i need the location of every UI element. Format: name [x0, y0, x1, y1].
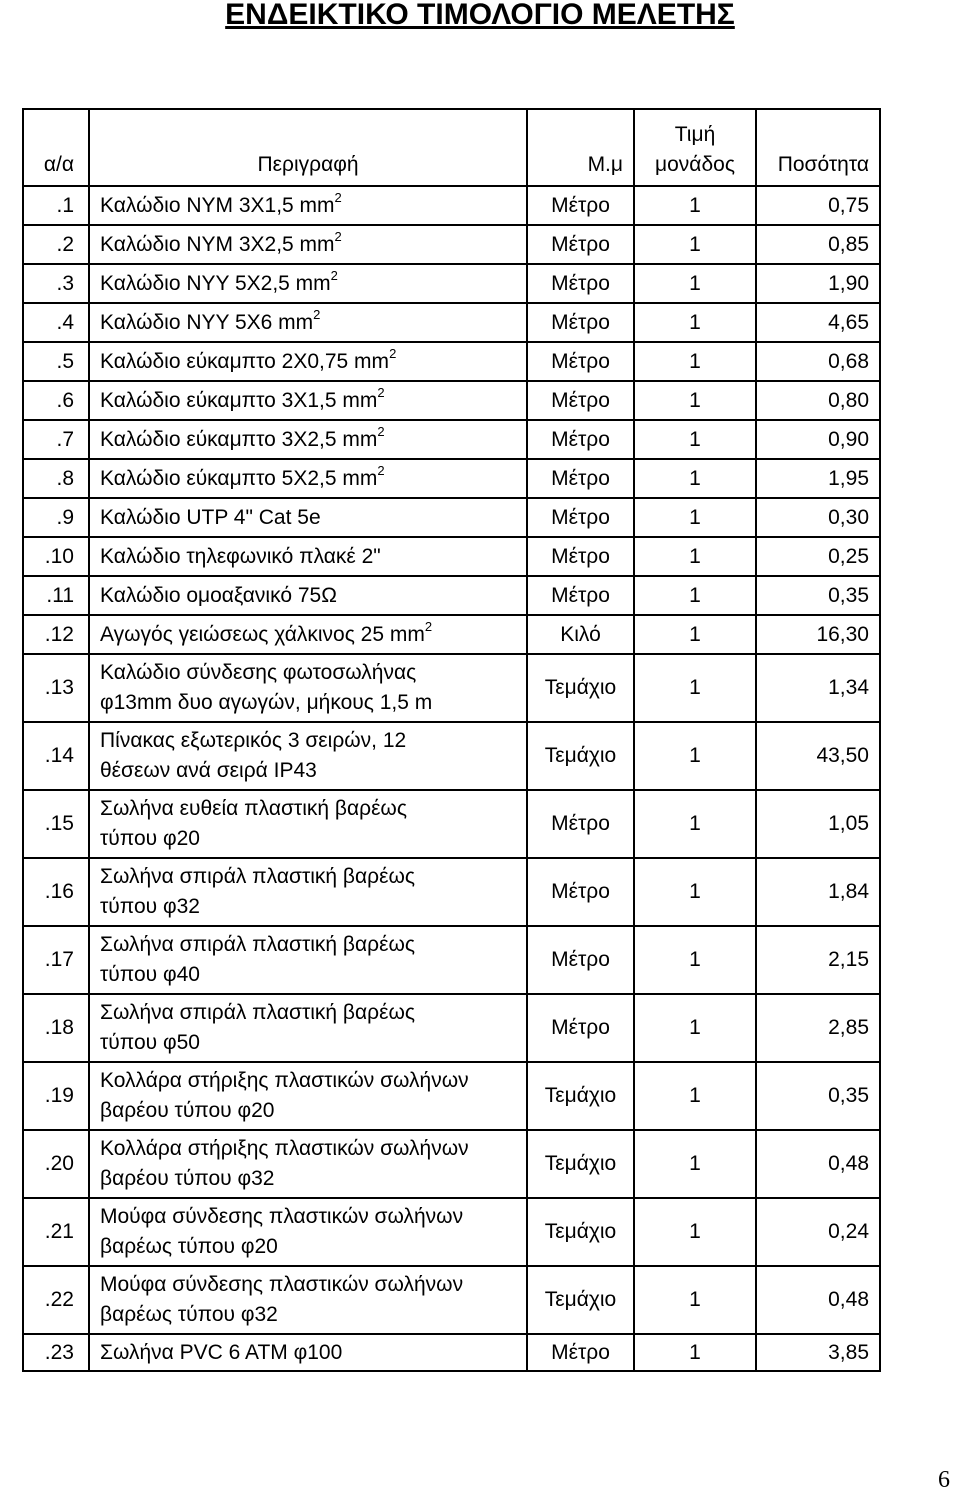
row-unit: Μέτρο — [527, 225, 634, 264]
table-row — [23, 615, 880, 654]
row-unit: Τεμάχιο — [527, 1266, 634, 1334]
row-description-line1: Αγωγός γειώσεως χάλκινος 25 mm — [100, 622, 425, 646]
row-unit: Κιλό — [527, 615, 634, 654]
table-row — [23, 381, 880, 420]
row-number: .21 — [23, 1198, 89, 1266]
row-number: .10 — [23, 537, 89, 576]
table-row — [23, 459, 880, 498]
row-description-superscript: 2 — [334, 189, 342, 205]
row-unit-price: 1 — [634, 615, 756, 654]
row-quantity: 4,65 — [756, 303, 880, 342]
row-description-superscript: 2 — [377, 423, 385, 439]
table-row — [23, 994, 880, 1062]
row-description — [89, 537, 527, 576]
row-unit: Μέτρο — [527, 186, 634, 225]
row-quantity: 2,15 — [756, 926, 880, 994]
row-description — [89, 926, 527, 994]
row-description-line2: βαρέως τύπου φ20 — [100, 1235, 278, 1258]
row-description-line2: θέσεων ανά σειρά IP43 — [100, 759, 317, 782]
row-description-line1: Καλώδιο εύκαμπτο 3Χ2,5 mm — [100, 427, 378, 451]
row-quantity: 3,85 — [756, 1334, 880, 1371]
row-description-line1: Καλώδιο εύκαμπτο 3Χ1,5 mm — [100, 388, 378, 412]
row-description-line1: Σωλήνα ευθεία πλαστική βαρέως — [100, 797, 407, 820]
table-header-row — [23, 109, 880, 186]
table-row — [23, 303, 880, 342]
row-unit: Μέτρο — [527, 790, 634, 858]
row-unit-price: 1 — [634, 381, 756, 420]
row-description-line1: Κολλάρα στήριξης πλαστικών σωλήνων — [100, 1069, 469, 1092]
row-unit: Μέτρο — [527, 264, 634, 303]
row-quantity: 16,30 — [756, 615, 880, 654]
row-unit-price: 1 — [634, 722, 756, 790]
row-quantity: 0,68 — [756, 342, 880, 381]
row-quantity: 0,24 — [756, 1198, 880, 1266]
row-unit: Μέτρο — [527, 303, 634, 342]
row-unit: Τεμάχιο — [527, 1130, 634, 1198]
row-quantity: 2,85 — [756, 994, 880, 1062]
row-number: .7 — [23, 420, 89, 459]
row-quantity: 43,50 — [756, 722, 880, 790]
table-row — [23, 858, 880, 926]
table-row — [23, 498, 880, 537]
row-number: .22 — [23, 1266, 89, 1334]
document-title: ΕΝΔΕΙΚΤΙΚΟ ΤΙΜΟΛΟΓΙΟ ΜΕΛΕΤΗΣ — [225, 0, 735, 31]
row-description-superscript: 2 — [334, 228, 342, 244]
header-description — [89, 109, 527, 186]
row-unit: Μέτρο — [527, 1334, 634, 1371]
row-quantity: 0,35 — [756, 1062, 880, 1130]
row-unit-price: 1 — [634, 1062, 756, 1130]
row-number: .17 — [23, 926, 89, 994]
table-row — [23, 790, 880, 858]
row-description — [89, 303, 527, 342]
row-number: .3 — [23, 264, 89, 303]
row-description-superscript: 2 — [389, 345, 397, 361]
row-number: .4 — [23, 303, 89, 342]
row-description-superscript: 2 — [377, 384, 385, 400]
row-description — [89, 420, 527, 459]
table-row — [23, 1198, 880, 1266]
row-unit-price: 1 — [634, 186, 756, 225]
row-description-line2: τύπου φ32 — [100, 895, 200, 918]
row-description-line1: Κολλάρα στήριξης πλαστικών σωλήνων — [100, 1137, 469, 1160]
row-unit-price: 1 — [634, 498, 756, 537]
row-description-line1: Καλώδιο NYY 5X2,5 mm — [100, 271, 331, 295]
table-row — [23, 420, 880, 459]
table-row — [23, 186, 880, 225]
row-number: .16 — [23, 858, 89, 926]
row-description — [89, 264, 527, 303]
row-description-superscript: 2 — [313, 306, 321, 322]
row-unit: Μέτρο — [527, 498, 634, 537]
row-description — [89, 790, 527, 858]
table-row — [23, 654, 880, 722]
table-row — [23, 225, 880, 264]
table-row — [23, 264, 880, 303]
row-unit: Μέτρο — [527, 858, 634, 926]
row-description — [89, 225, 527, 264]
table-row — [23, 1130, 880, 1198]
row-unit: Μέτρο — [527, 381, 634, 420]
row-description-line1: Πίνακας εξωτερικός 3 σειρών, 12 — [100, 729, 407, 752]
header-description-label: Περιγραφή — [257, 153, 359, 176]
header-quantity: Ποσότητα — [756, 109, 880, 186]
header-unit-price-line2: μονάδος — [655, 153, 735, 176]
row-description — [89, 342, 527, 381]
row-number: .18 — [23, 994, 89, 1062]
row-quantity: 1,95 — [756, 459, 880, 498]
row-description-superscript: 2 — [424, 618, 433, 634]
row-unit-price: 1 — [634, 1334, 756, 1371]
row-number: .20 — [23, 1130, 89, 1198]
row-unit-price: 1 — [634, 303, 756, 342]
row-quantity: 0,80 — [756, 381, 880, 420]
row-unit: Μέτρο — [527, 537, 634, 576]
header-unit: Μ.μ — [527, 109, 634, 186]
row-quantity: 0,48 — [756, 1266, 880, 1334]
table-body — [23, 186, 880, 1371]
row-unit: Τεμάχιο — [527, 722, 634, 790]
row-description — [89, 654, 527, 722]
row-description-line2: τύπου φ20 — [100, 827, 200, 850]
row-unit-price: 1 — [634, 1130, 756, 1198]
row-description — [89, 994, 527, 1062]
row-description-line1: Καλώδιο NYY 5X6 mm — [100, 310, 314, 334]
row-description-line2: βαρέως τύπου φ32 — [100, 1303, 278, 1326]
row-description-line2: βαρέου τύπου φ32 — [100, 1167, 275, 1190]
row-description-line1: Καλώδιο UTP 4" Cat 5e — [100, 505, 321, 529]
row-number: .8 — [23, 459, 89, 498]
row-unit-price: 1 — [634, 926, 756, 994]
row-unit: Μέτρο — [527, 420, 634, 459]
row-number: .11 — [23, 576, 89, 615]
row-number: .6 — [23, 381, 89, 420]
row-unit-price: 1 — [634, 1198, 756, 1266]
row-description-line1: Καλώδιο εύκαμπτο 2Χ0,75 mm — [100, 349, 390, 373]
row-description — [89, 722, 527, 790]
row-number: .1 — [23, 186, 89, 225]
row-quantity: 1,34 — [756, 654, 880, 722]
table-row — [23, 342, 880, 381]
row-number: .2 — [23, 225, 89, 264]
price-table — [22, 108, 881, 1372]
row-unit: Μέτρο — [527, 994, 634, 1062]
row-description — [89, 1062, 527, 1130]
table-row — [23, 576, 880, 615]
row-number: .12 — [23, 615, 89, 654]
row-description-line1: Σωλήνα σπιράλ πλαστική βαρέως — [100, 865, 415, 888]
row-unit: Μέτρο — [527, 576, 634, 615]
row-unit: Μέτρο — [527, 926, 634, 994]
row-description — [89, 858, 527, 926]
row-unit: Τεμάχιο — [527, 654, 634, 722]
row-description-line1: Σωλήνα σπιράλ πλαστική βαρέως — [100, 933, 415, 956]
row-description-line1: Καλώδιο NYM 3X2,5 mm — [100, 232, 335, 256]
row-description — [89, 381, 527, 420]
row-quantity: 1,84 — [756, 858, 880, 926]
row-unit-price: 1 — [634, 459, 756, 498]
row-description-line2: φ13mm δυο αγωγών, μήκους 1,5 m — [100, 691, 433, 714]
table-row — [23, 722, 880, 790]
row-number: .14 — [23, 722, 89, 790]
header-unit-price — [634, 109, 756, 186]
row-description-line1: Καλώδιο NYM 3X1,5 mm — [100, 193, 335, 217]
table-row — [23, 926, 880, 994]
row-number: .9 — [23, 498, 89, 537]
row-description-line1: Καλώδιο ομοαξανικό 75Ω — [100, 583, 337, 607]
row-description-line1: Σωλήνα σπιράλ πλαστική βαρέως — [100, 1001, 415, 1024]
table-row — [23, 1266, 880, 1334]
row-description — [89, 1266, 527, 1334]
row-description — [89, 498, 527, 537]
row-number: .19 — [23, 1062, 89, 1130]
row-unit-price: 1 — [634, 225, 756, 264]
row-description-line1: Μούφα σύνδεσης πλαστικών σωλήνων — [100, 1205, 464, 1228]
row-description — [89, 1334, 527, 1371]
row-description-superscript: 2 — [330, 267, 338, 283]
row-description — [89, 186, 527, 225]
row-unit-price: 1 — [634, 342, 756, 381]
row-number: .15 — [23, 790, 89, 858]
row-unit-price: 1 — [634, 994, 756, 1062]
header-aa: α/α — [23, 109, 89, 186]
row-unit: Μέτρο — [527, 459, 634, 498]
row-description-line2: βαρέου τύπου φ20 — [100, 1099, 275, 1122]
row-description — [89, 459, 527, 498]
row-description-line1: Μούφα σύνδεσης πλαστικών σωλήνων — [100, 1273, 464, 1296]
row-quantity: 0,75 — [756, 186, 880, 225]
row-unit-price: 1 — [634, 858, 756, 926]
table-row — [23, 1062, 880, 1130]
row-quantity: 0,48 — [756, 1130, 880, 1198]
row-number: .23 — [23, 1334, 89, 1371]
row-unit: Τεμάχιο — [527, 1062, 634, 1130]
row-unit-price: 1 — [634, 264, 756, 303]
row-quantity: 0,35 — [756, 576, 880, 615]
table-row — [23, 537, 880, 576]
row-description — [89, 1130, 527, 1198]
row-unit-price: 1 — [634, 576, 756, 615]
row-unit-price: 1 — [634, 537, 756, 576]
row-description-line1: Καλώδιο εύκαμπτο 5Χ2,5 mm — [100, 466, 378, 490]
row-description — [89, 1198, 527, 1266]
row-description-line2: τύπου φ50 — [100, 1031, 200, 1054]
row-number: .13 — [23, 654, 89, 722]
row-unit-price: 1 — [634, 790, 756, 858]
row-description-line1: Σωλήνα PVC 6 ATM φ100 — [100, 1340, 343, 1364]
row-unit-price: 1 — [634, 1266, 756, 1334]
row-unit-price: 1 — [634, 654, 756, 722]
row-quantity: 0,90 — [756, 420, 880, 459]
row-description — [89, 576, 527, 615]
row-unit-price: 1 — [634, 420, 756, 459]
row-unit: Μέτρο — [527, 342, 634, 381]
row-number: .5 — [23, 342, 89, 381]
row-description-line2: τύπου φ40 — [100, 963, 200, 986]
row-unit: Τεμάχιο — [527, 1198, 634, 1266]
row-description — [89, 615, 527, 654]
table-row — [23, 1334, 880, 1371]
row-description-superscript: 2 — [377, 462, 385, 478]
row-quantity: 1,90 — [756, 264, 880, 303]
page-number: 6 — [938, 1467, 950, 1493]
row-quantity: 0,25 — [756, 537, 880, 576]
row-quantity: 0,85 — [756, 225, 880, 264]
row-description-line1: Καλώδιο τηλεφωνικό πλακέ 2" — [100, 544, 381, 568]
row-quantity: 1,05 — [756, 790, 880, 858]
row-quantity: 0,30 — [756, 498, 880, 537]
header-unit-price-line1: Τιμή — [674, 123, 716, 146]
row-description-line1: Καλώδιο σύνδεσης φωτοσωλήνας — [100, 661, 417, 684]
